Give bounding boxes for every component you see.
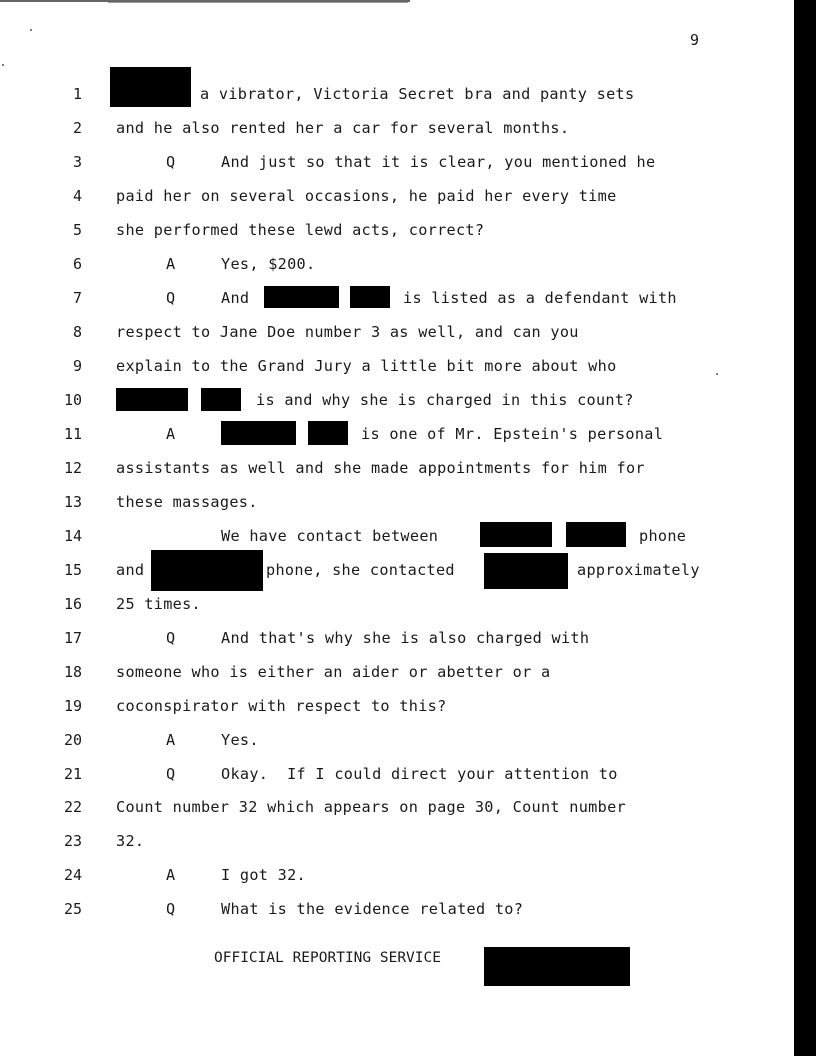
- transcript-text: these massages.: [116, 493, 258, 511]
- line-number: 15: [63, 561, 82, 579]
- line-number: 16: [63, 595, 82, 613]
- transcript-text: coconspirator with respect to this?: [116, 697, 447, 715]
- page-number: 9: [690, 31, 700, 49]
- line-number: 6: [72, 255, 82, 273]
- scan-speck: [30, 29, 32, 31]
- transcript-text: assistants as well and she made appointments for him for: [116, 459, 645, 477]
- transcript-text: and he also rented her a car for several months.: [116, 119, 570, 137]
- transcript-text: she performed these lewd acts, correct?: [116, 221, 485, 239]
- transcript-text: And just so that it is clear, you mentioned he: [221, 153, 656, 171]
- transcript-text: someone who is either an aider or abetter or a: [116, 663, 551, 681]
- redaction-box: [350, 286, 390, 308]
- line-number: 23: [63, 832, 82, 850]
- line-number: 3: [72, 153, 82, 171]
- redaction-box: [566, 522, 626, 547]
- speaker-label: A: [166, 255, 176, 273]
- speaker-label: Q: [166, 765, 176, 783]
- redaction-box: [151, 550, 263, 591]
- redaction-box: [480, 522, 552, 547]
- speaker-label: A: [166, 425, 176, 443]
- transcript-text: And that's why she is also charged with: [221, 629, 590, 647]
- line-number: 20: [63, 731, 82, 749]
- transcript-text: I got 32.: [221, 866, 306, 884]
- transcript-text: is and why she is charged in this count?: [256, 391, 634, 409]
- transcript-text: We have contact between: [221, 527, 439, 545]
- line-number: 14: [63, 527, 82, 545]
- redaction-box: [221, 421, 296, 445]
- line-number: 9: [72, 357, 82, 375]
- speaker-label: A: [166, 866, 176, 884]
- line-number: 8: [72, 323, 82, 341]
- speaker-label: A: [166, 731, 176, 749]
- scan-speck: [2, 64, 4, 66]
- line-number: 5: [72, 221, 82, 239]
- line-number: 18: [63, 663, 82, 681]
- line-number: 24: [63, 866, 82, 884]
- speaker-label: Q: [166, 153, 176, 171]
- line-number: 21: [63, 765, 82, 783]
- redaction-box: [308, 421, 348, 445]
- transcript-text: And: [221, 289, 250, 307]
- scan-right-edge: [794, 0, 816, 1056]
- speaker-label: Q: [166, 900, 176, 918]
- transcript-text: What is the evidence related to?: [221, 900, 524, 918]
- transcript-text: Yes, $200.: [221, 255, 316, 273]
- transcript-text: approximately: [577, 561, 700, 579]
- footer-reporting-service: OFFICIAL REPORTING SERVICE: [214, 950, 441, 966]
- speaker-label: Q: [166, 289, 176, 307]
- transcript-text: respect to Jane Doe number 3 as well, and can you: [116, 323, 579, 341]
- line-number: 7: [72, 289, 82, 307]
- line-number: 2: [72, 119, 82, 137]
- line-number: 12: [63, 459, 82, 477]
- transcript-text: explain to the Grand Jury a little bit more about who: [116, 357, 617, 375]
- transcript-text: 25 times.: [116, 595, 201, 613]
- transcript-text: Count number 32 which appears on page 30, Count number: [116, 798, 626, 816]
- transcript-text: Okay. If I could direct your attention to: [221, 765, 618, 783]
- transcript-text: Yes.: [221, 731, 259, 749]
- speaker-label: Q: [166, 629, 176, 647]
- line-number: 11: [63, 425, 82, 443]
- transcript-text: a vibrator, Victoria Secret bra and panty sets: [200, 85, 635, 103]
- transcript-text: is one of Mr. Epstein's personal: [361, 425, 664, 443]
- line-number: 22: [63, 798, 82, 816]
- transcript-text: is listed as a defendant with: [403, 289, 677, 307]
- transcript-text: phone, she contacted: [266, 561, 455, 579]
- scan-speck: [716, 373, 718, 375]
- transcript-text: 32.: [116, 832, 145, 850]
- transcript-text: paid her on several occasions, he paid her every time: [116, 187, 617, 205]
- line-number: 19: [63, 697, 82, 715]
- redaction-box: [110, 67, 191, 107]
- transcript-text: phone: [639, 527, 687, 545]
- transcript-text: and: [116, 561, 145, 579]
- line-number: 4: [72, 187, 82, 205]
- line-number: 25: [63, 900, 82, 918]
- line-number: 13: [63, 493, 82, 511]
- top-scan-rule-secondary: [108, 2, 408, 3]
- line-number: 17: [63, 629, 82, 647]
- redaction-box: [484, 553, 568, 589]
- redaction-box: [201, 388, 241, 411]
- redaction-box: [264, 286, 339, 308]
- redaction-box: [484, 947, 630, 986]
- line-number: 1: [72, 85, 82, 103]
- redaction-box: [116, 388, 188, 411]
- line-number: 10: [63, 391, 82, 409]
